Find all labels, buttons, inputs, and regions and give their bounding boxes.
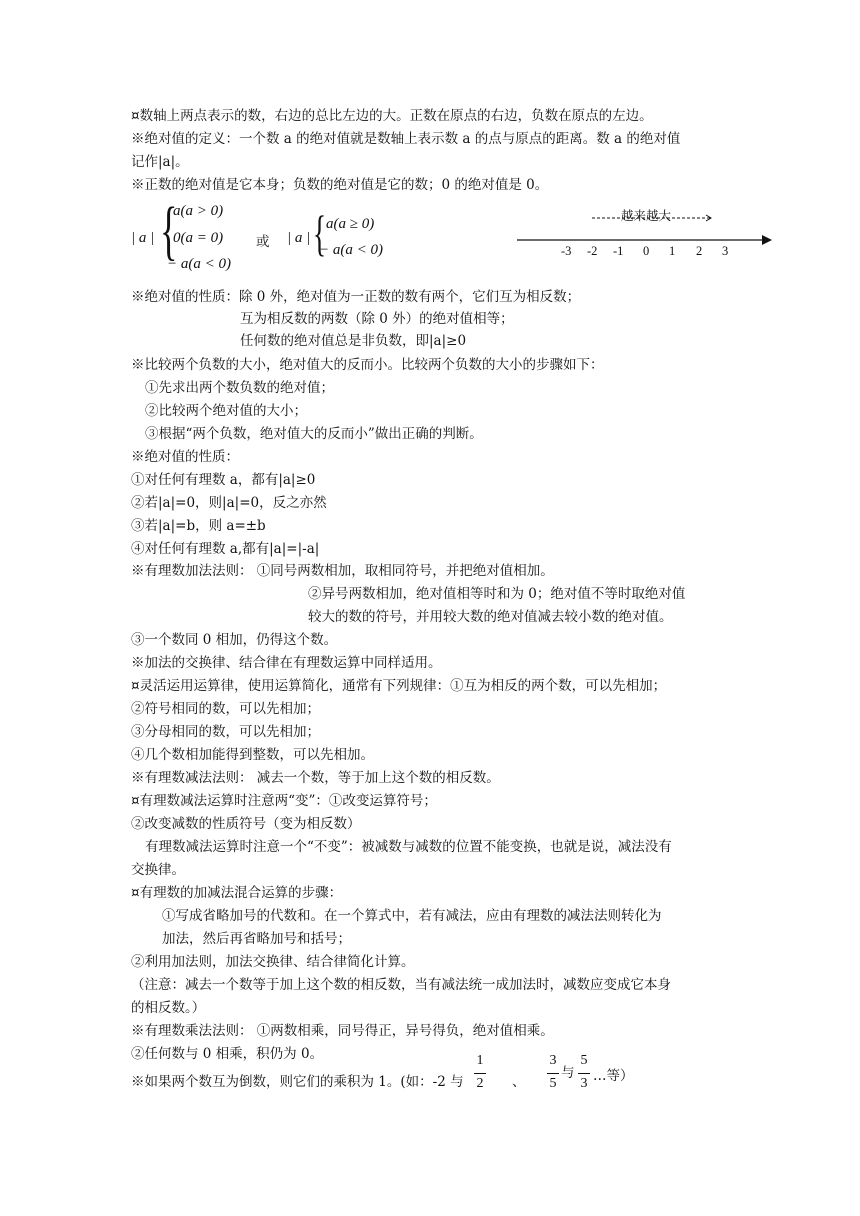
text-line: ¤灵活运用运算律，使用运算简化，通常有下列规律：①互为相反的两个数，可以先相加； — [131, 678, 667, 694]
text-line: ③一个数同 0 相加，仍得这个数。 — [131, 632, 338, 648]
left-brace: { — [160, 194, 178, 267]
text-line: 的相反数。） — [131, 1000, 206, 1016]
fraction-numerator: 1 — [476, 1053, 484, 1068]
case2-nonneg: a(a ≥ 0) — [326, 216, 375, 232]
case2-negative: − a(a < 0) — [319, 242, 383, 258]
text-line: ②任何数与 0 相乘，积仍为 0。 — [131, 1046, 324, 1062]
tick-label: -2 — [587, 244, 598, 258]
text-line: （注意：减去一个数等于加上这个数的相反数，当有减法统一成加法时，减数应变成它本身 — [131, 977, 671, 993]
increasing-label: 越来越大 — [621, 208, 672, 223]
text-line: ②改变减数的性质符号（变为相反数） — [131, 816, 361, 832]
text-line: 互为相反数的两数（除 0 外）的绝对值相等； — [240, 311, 514, 327]
fraction-denominator: 5 — [549, 1076, 557, 1091]
tick-label: 3 — [722, 244, 729, 258]
text-line: 交换律。 — [131, 862, 185, 878]
text-line: ③根据“两个负数，绝对值大的反而小”做出正确的判断。 — [145, 426, 483, 442]
text-line: ①先求出两个数负数的绝对值； — [145, 380, 334, 396]
axis-arrow-icon — [762, 235, 772, 245]
fraction-bar — [578, 1073, 590, 1074]
text-line: ②利用加法则，加法交换律、结合律简化计算。 — [131, 954, 415, 970]
abs-label-2: | a | — [287, 230, 311, 246]
text-line: ※正数的绝对值是它本身；负数的绝对值是它的数；0 的绝对值是 0。 — [131, 177, 549, 193]
tick-label: -3 — [561, 244, 572, 258]
text-line: ※绝对值的定义：一个数 a 的绝对值就是数轴上表示数 a 的点与原点的距离。数 a 的绝对值 — [131, 131, 681, 147]
tail-text: …等） — [593, 1068, 634, 1084]
text-line: ②异号两数相加，绝对值相等时和为 0；绝对值不等时取绝对值 — [308, 586, 686, 602]
text-line: ※绝对值的性质：除 0 外，绝对值为一正数的数有两个，它们互为相反数； — [131, 289, 581, 305]
reciprocal-text: ※如果两个数互为倒数，则它们的乘积为 1。(如：-2 与 — [131, 1074, 464, 1090]
text-line: ※有理数加法法则： ①同号两数相加，取相同符号，并把绝对值相加。 — [131, 563, 554, 579]
text-line: ¤有理数减法运算时注意两“变”：①改变运算符号； — [131, 793, 437, 809]
text-line: ¤数轴上两点表示的数，右边的总比左边的大。正数在原点的右边，负数在原点的左边。 — [131, 108, 653, 124]
fraction-bar — [547, 1073, 559, 1074]
tick-label: 1 — [669, 244, 676, 258]
text-line: 较大的数的符号，并用较大数的绝对值减去较小数的绝对值。 — [308, 609, 673, 625]
text-line: ④几个数相加能得到整数，可以先相加。 — [131, 747, 374, 763]
tick-label: -1 — [613, 244, 624, 258]
tick-label: 0 — [643, 244, 650, 258]
left-brace-2: { — [313, 205, 327, 261]
case-zero: 0(a = 0) — [173, 230, 224, 246]
text-line: ②若|a|=0，则|a|=0，反之亦然 — [131, 495, 327, 511]
text-line: ②比较两个绝对值的大小； — [145, 403, 307, 419]
text-line: ③分母相同的数，可以先相加； — [131, 724, 320, 740]
connector: 与 — [561, 1065, 575, 1081]
fraction-denominator: 2 — [476, 1076, 484, 1091]
text-line: ①写成省略加号的代数和。在一个算式中，若有减法，应由有理数的减法法则转化为 — [162, 908, 662, 924]
abs-label: | a | — [131, 230, 155, 246]
text-line: 加法，然后再省略加号和括号； — [162, 931, 351, 947]
text-line: ※比较两个负数的大小，绝对值大的反而小。比较两个负数的大小的步骤如下： — [131, 357, 604, 373]
text-line: ※绝对值的性质： — [131, 449, 239, 465]
fraction-numerator: 3 — [549, 1053, 557, 1068]
text-line: ※加法的交换律、结合律在有理数运算中同样适用。 — [131, 655, 442, 671]
text-line: 有理数减法运算时注意一个“不变”：被减数与减数的位置不能变换，也就是说，减法没有 — [145, 839, 672, 855]
text-line: ¤有理数的加减法混合运算的步骤： — [131, 885, 343, 901]
tick-label: 2 — [696, 244, 703, 258]
fraction-denominator: 3 — [580, 1076, 588, 1091]
text-line: ④对任何有理数 a,都有|a|=|-a| — [131, 541, 320, 557]
text-line: ②符号相同的数，可以先相加； — [131, 701, 320, 717]
case-negative: − a(a < 0) — [167, 256, 231, 272]
text-line: ③若|a|=b，则 a=±b — [131, 518, 266, 534]
or-label: 或 — [256, 234, 270, 250]
text-line: ※有理数减法法则： 减去一个数，等于加上这个数的相反数。 — [131, 770, 500, 786]
fraction-numerator: 5 — [580, 1053, 588, 1068]
case-positive: a(a > 0) — [173, 203, 224, 219]
fraction-bar — [474, 1073, 486, 1074]
text-line: 任何数的绝对值总是非负数，即|a|≥0 — [240, 333, 467, 349]
number-line — [510, 205, 780, 265]
text-line: 记作|a|。 — [131, 154, 189, 170]
text-line: ①对任何有理数 a，都有|a|≥0 — [131, 472, 316, 488]
text-line: ※有理数乘法法则： ①两数相乘，同号得正，异号得负，绝对值相乘。 — [131, 1023, 554, 1039]
separator: 、 — [512, 1074, 526, 1090]
